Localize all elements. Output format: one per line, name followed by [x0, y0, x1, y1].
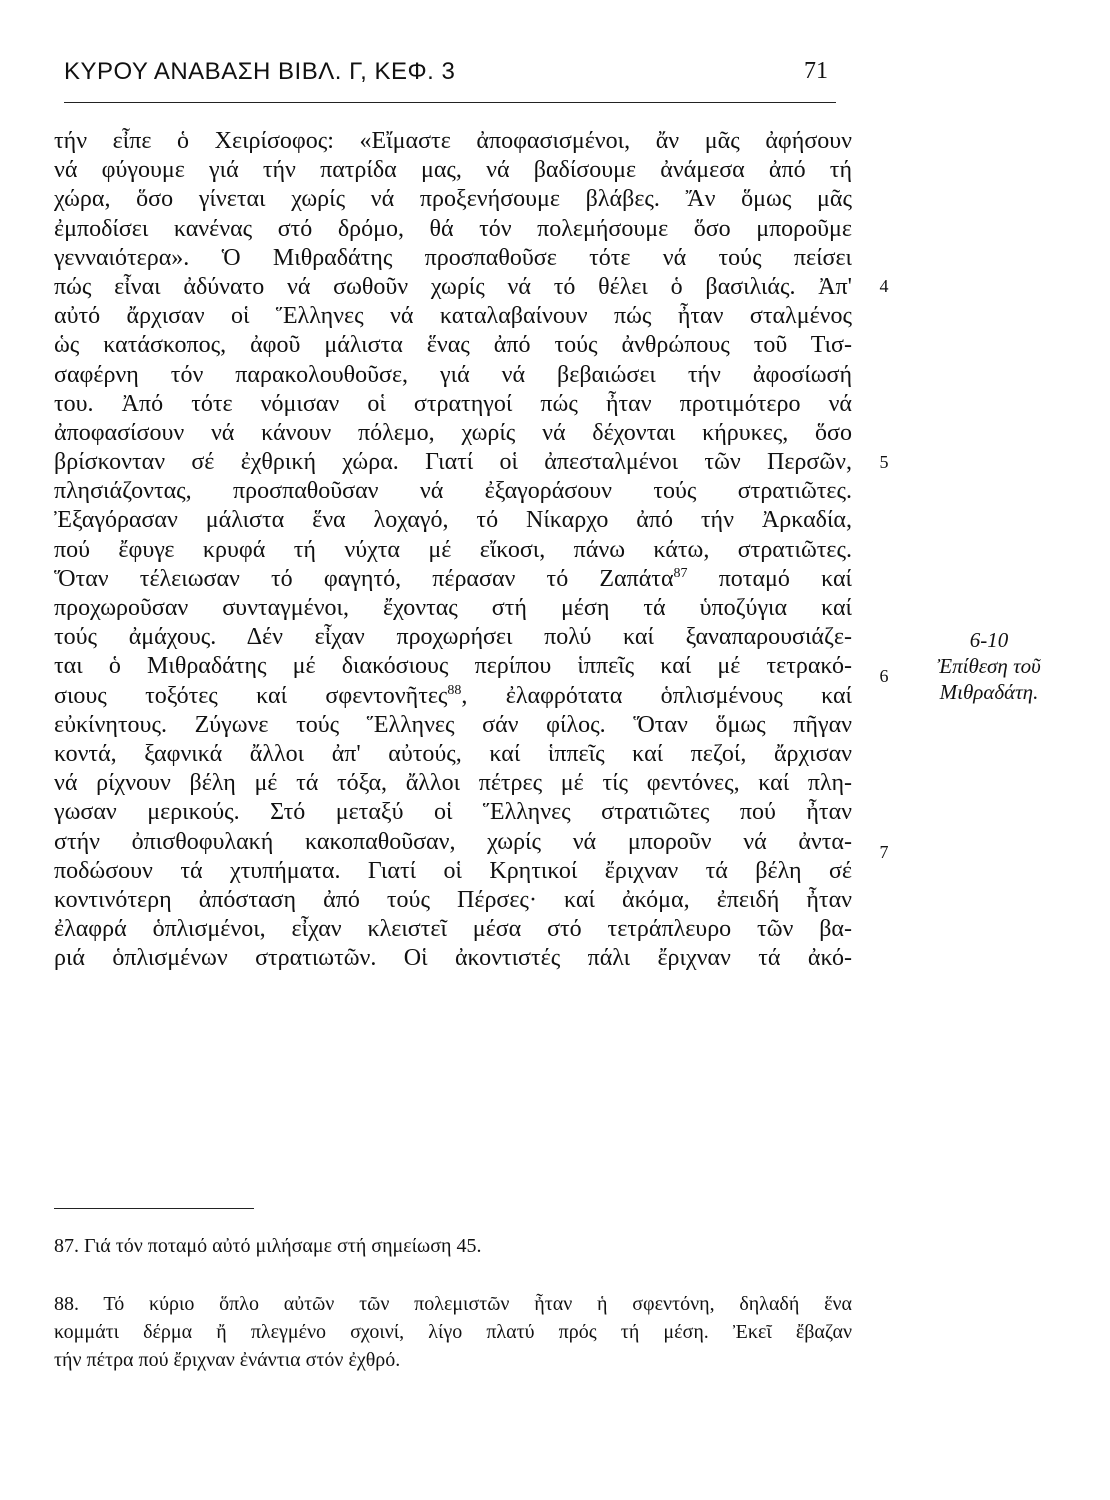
footnote-ref-87: 87 — [673, 565, 688, 581]
text-line: γενναιότερα». Ὁ Μιθραδάτης προσπαθοῦσε τότε νά τούς πείσει — [54, 244, 852, 271]
margin-note-line: Ἐπίθεση τοῦ — [937, 654, 1041, 678]
text-line: ἐλαφρά ὁπλισμένοι, εἶχαν κλειστεῖ μέσα στό τετράπλευρο τῶν βα- — [54, 916, 852, 943]
running-header — [64, 58, 836, 94]
header-rule — [64, 102, 836, 103]
text-fragment: σιους τοξότες καί σφεντονῆτες — [54, 682, 448, 709]
text-line: σαφέρνη τόν παρακολουθοῦσε, γιά νά βεβαιώσει τήν ἀφοσίωσή — [54, 361, 852, 388]
page-number: 71 — [804, 58, 828, 84]
text-line: τούς ἀμάχους. Δέν εἶχαν προχωρήσει πολύ καί ξαναπαρουσιάζε- — [54, 624, 852, 651]
main-text — [54, 127, 852, 973]
margin-note-line: Μιθραδάτη. — [939, 680, 1039, 704]
section-number-7: 7 — [879, 842, 889, 862]
text-line: του. Ἀπό τότε νόμισαν οἱ στρατηγοί πώς ἦταν προτιμότερο νά — [54, 390, 852, 417]
footnote-gap — [54, 1260, 852, 1290]
text-line: αὐτό ἄρχισαν οἱ Ἕλληνες νά καταλαβαίνουν πώς ἦταν σταλμένος — [54, 303, 852, 330]
text-fragment: , ἐλαφρότατα ὁπλισμένους καί — [461, 682, 852, 709]
text-line: γωσαν μερικούς. Στό μεταξύ οἱ Ἕλληνες στρατιῶτες πού ἦταν — [54, 799, 852, 826]
text-line: πλησιάζοντας, προσπαθοῦσαν νά ἐξαγοράσουν τούς στρατιῶτες. — [54, 478, 852, 505]
text-fragment: ποταμό καί — [687, 565, 852, 592]
section-number-6: 6 — [879, 666, 889, 686]
text-line: τήν εἶπε ὁ Χειρίσοφος: «Εἴμαστε ἀποφασισμένοι, ἄν μᾶς ἀφήσουν — [54, 128, 852, 154]
text-line: ἐμποδίσει κανένας στό δρόμο, θά τόν πολεμήσουμε ὅσο μποροῦμε — [54, 215, 852, 242]
text-line-with-footnote-88 — [54, 682, 852, 711]
text-line: ται ὁ Μιθραδάτης μέ διακόσιους περίπου ἱππεῖς καί μέ τετρακό- — [54, 653, 852, 680]
text-line: στήν ὀπισθοφυλακή κακοπαθοῦσαν, χωρίς νά μποροῦν νά ἀντα- — [54, 828, 852, 855]
section-number-4: 4 — [879, 276, 889, 296]
text-line-with-footnote-87 — [54, 565, 852, 594]
margin-note-range: 6-10 — [969, 628, 1009, 652]
header-title: ΚΥΡΟΥ ΑΝΑΒΑΣΗ ΒΙΒΛ. Γ, ΚΕΦ. 3 — [64, 58, 456, 85]
text-line: προχωροῦσαν συνταγμένοι, ἔχοντας στή μέση τά ὑποζύγια καί — [54, 595, 852, 621]
text-line: ἀποφασίσουν νά κάνουν πόλεμο, χωρίς νά δέχονται κήρυκες, ὅσο — [54, 419, 852, 446]
text-line: κοντά, ξαφνικά ἄλλοι ἀπ' αὐτούς, καί ἱππεῖς καί πεζοί, ἄρχισαν — [54, 740, 852, 767]
footnote-88-line: κομμάτι δέρμα ἤ πλεγμένο σχοινί, λίγο πλατύ πρός τή μέση. Ἐκεῖ ἔβαζαν — [54, 1321, 852, 1343]
text-line: πού ἔφυγε κρυφά τή νύχτα μέ εἴκοσι, πάνω κάτω, στρατιῶτες. — [54, 536, 852, 563]
footnote-ref-88: 88 — [447, 682, 462, 698]
text-line: χώρα, ὅσο γίνεται χωρίς νά προξενήσουμε βλάβες. Ἄν ὅμως μᾶς — [54, 186, 852, 213]
text-line: κοντινότερη ἀπόσταση ἀπό τούς Πέρσες· καί ἀκόμα, ἐπειδή ἦταν — [54, 886, 852, 913]
footnote-88-line: τήν πέτρα πού ἔριχναν ἐνάντια στόν ἐχθρό. — [54, 1349, 401, 1371]
footnote-87: 87. Γιά τόν ποταμό αὐτό μιλήσαμε στή σημείωση 45. — [54, 1235, 482, 1257]
text-line: ριά ὁπλισμένων στρατιωτῶν. Οἱ ἀκοντιστές πάλι ἔριχναν τά ἀκό- — [54, 945, 852, 972]
text-line: πώς εἶναι ἀδύνατο νά σωθοῦν χωρίς νά τό θέλει ὁ βασιλιάς. Ἀπ' — [54, 273, 852, 300]
text-line: εὐκίνητους. Ζύγωνε τούς Ἕλληνες σάν φίλος. Ὅταν ὅμως πῆγαν — [54, 711, 852, 738]
text-line: νά φύγουμε γιά τήν πατρίδα μας, νά βαδίσουμε ἀνάμεσα ἀπό τή — [54, 157, 852, 184]
text-line: βρίσκονταν σέ ἐχθρική χώρα. Γιατί οἱ ἀπεσταλμένοι τῶν Περσῶν, — [54, 449, 852, 476]
margin-note — [914, 627, 1064, 705]
section-number-5: 5 — [879, 452, 889, 472]
footnotes — [54, 1232, 852, 1374]
text-line: ὡς κατάσκοπος, ἀφοῦ μάλιστα ἕνας ἀπό τούς ἀνθρώπους τοῦ Τισ- — [54, 332, 852, 359]
footnote-rule — [54, 1208, 254, 1209]
footnote-88-line: 88. Τό κύριο ὅπλο αὐτῶν τῶν πολεμιστῶν ἦταν ἡ σφεντόνη, δηλαδή ἕνα — [54, 1293, 852, 1315]
text-line: Ἐξαγόρασαν μάλιστα ἕνα λοχαγό, τό Νίκαρχο ἀπό τήν Ἀρκαδία, — [54, 507, 852, 534]
text-line: νά ρίχνουν βέλη μέ τά τόξα, ἄλλοι πέτρες μέ τίς φεντόνες, καί πλη- — [54, 770, 852, 797]
text-line: ποδώσουν τά χτυπήματα. Γιατί οἱ Κρητικοί ἔριχναν τά βέλη σέ — [54, 857, 852, 884]
text-fragment: Ὅταν τέλειωσαν τό φαγητό, πέρασαν τό Ζαπάτα — [54, 565, 674, 592]
